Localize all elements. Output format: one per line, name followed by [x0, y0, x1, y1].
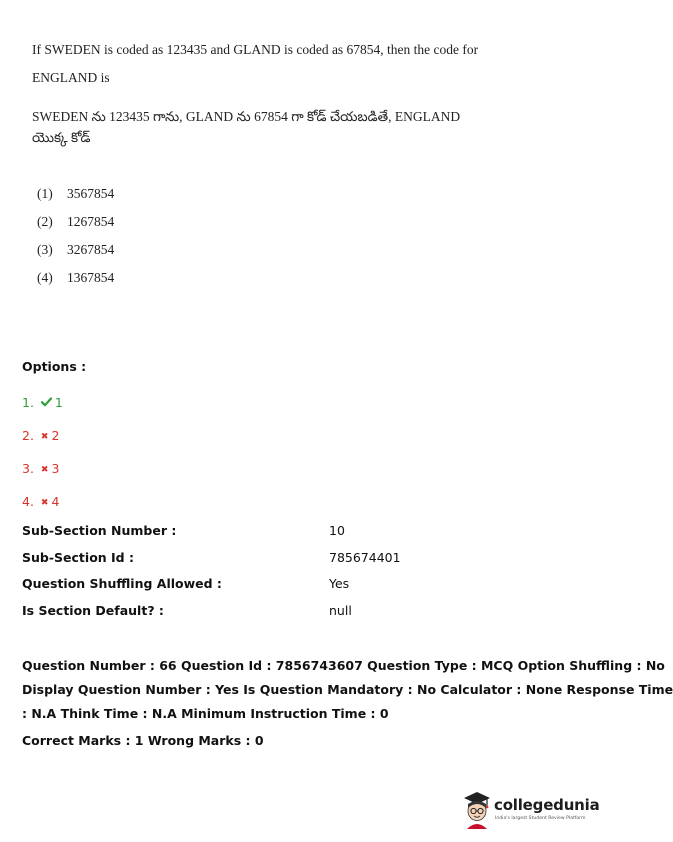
choice-number: (3) — [37, 242, 53, 257]
choice-number: (4) — [37, 270, 53, 285]
option-value: 1 — [54, 395, 63, 410]
meta-value: 10 — [329, 523, 345, 538]
cross-icon: ✖ — [40, 432, 49, 442]
question-telugu-line1: SWEDEN ను 123435 గాను, GLAND ను 67854 గా కోడ్ చేయబడితే, ENGLAND — [32, 109, 461, 124]
question-info-line3: : N.A Think Time : N.A Minimum Instruction Time : 0 — [22, 706, 389, 721]
marks-info: Correct Marks : 1 Wrong Marks : 0 — [22, 733, 264, 748]
options-title: Options : — [22, 359, 87, 374]
choice-number: (2) — [37, 214, 53, 229]
option-value: 3 — [51, 461, 60, 476]
graduate-avatar-icon — [462, 789, 492, 833]
choice-item — [37, 186, 114, 202]
option-index: 3. — [22, 461, 34, 476]
check-icon — [41, 395, 52, 410]
choice-text: 3267854 — [67, 242, 115, 257]
meta-value: 785674401 — [329, 550, 401, 565]
meta-label: Sub-Section Number : — [22, 523, 177, 538]
choice-item — [37, 242, 114, 258]
option-index: 2. — [22, 428, 34, 443]
meta-value: null — [329, 603, 352, 618]
option-item — [22, 428, 59, 443]
question-english-line1: If SWEDEN is coded as 123435 and GLAND is coded as 67854, then the code for — [32, 42, 479, 57]
meta-label: Sub-Section Id : — [22, 550, 134, 565]
option-item — [22, 461, 59, 476]
option-index: 4. — [22, 494, 34, 509]
brand-name: collegedunia — [494, 796, 600, 814]
choice-number: (1) — [37, 186, 53, 201]
choice-text: 1267854 — [67, 214, 115, 229]
question-telugu-line2: యొక్క కోడ్ — [32, 130, 91, 145]
brand-tagline: India's largest Student Review Platform — [495, 816, 586, 821]
choice-item — [37, 270, 114, 286]
question-info-line1: Question Number : 66 Question Id : 7856743607 Question Type : MCQ Option Shuffling : No — [22, 658, 665, 673]
choice-text: 3567854 — [67, 186, 115, 201]
choice-text: 1367854 — [67, 270, 115, 285]
collegedunia-logo — [458, 789, 600, 829]
option-item — [22, 494, 59, 509]
option-value: 2 — [51, 428, 60, 443]
cross-icon: ✖ — [40, 465, 49, 475]
choice-item — [37, 214, 114, 230]
question-english-line2: ENGLAND is — [32, 70, 110, 85]
option-index: 1. — [22, 395, 34, 410]
cross-icon: ✖ — [40, 498, 49, 508]
meta-label: Is Section Default? : — [22, 603, 164, 618]
option-value: 4 — [51, 494, 60, 509]
meta-label: Question Shuffling Allowed : — [22, 576, 222, 591]
meta-value: Yes — [329, 576, 350, 591]
option-item — [22, 395, 63, 410]
question-info-line2: Display Question Number : Yes Is Question Mandatory : No Calculator : None Response Time — [22, 682, 673, 697]
